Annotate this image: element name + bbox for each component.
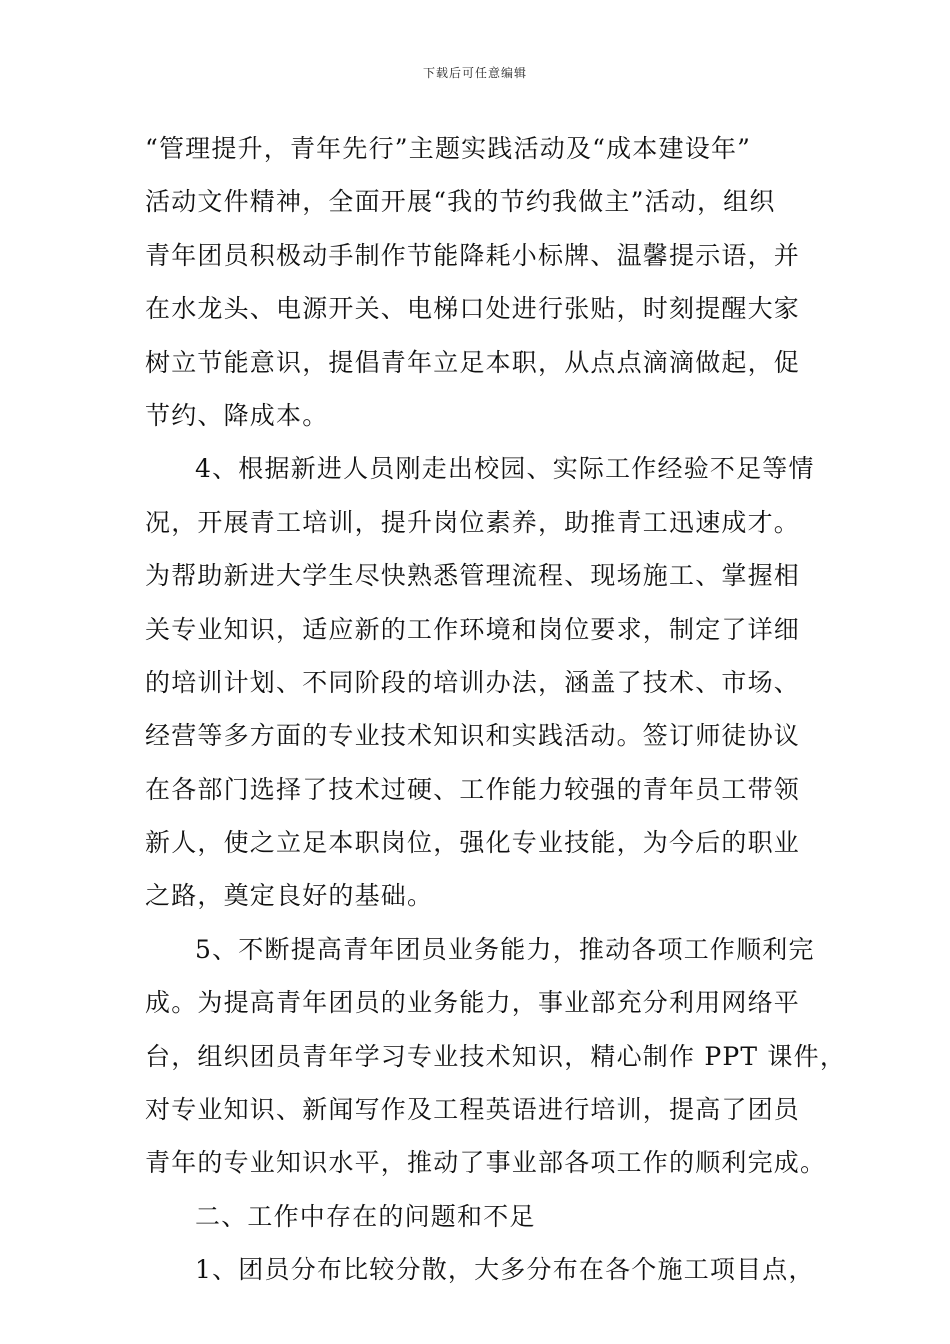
text-line: 为帮助新进大学生尽快熟悉管理流程、现场施工、掌握相 [145, 561, 801, 591]
text-line: 活动文件精神，全面开展“我的节约我做主”活动，组织 [145, 187, 776, 217]
text-line: 在各部门选择了技术过硬、工作能力较强的青年员工带领 [145, 774, 801, 804]
text-line: “管理提升，青年先行”主题实践活动及“成本建设年” [145, 134, 752, 163]
text-line: 经营等多方面的专业技术知识和实践活动。签订师徒协议 [145, 721, 801, 751]
text-line: 4、根据新进人员刚走出校园、实际工作经验不足等情 [195, 454, 815, 484]
text-line: 对专业知识、新闻写作及工程英语进行培训，提高了团员 [145, 1095, 801, 1125]
text-line: 5、不断提高青年团员业务能力，推动各项工作顺利完 [195, 934, 815, 964]
text-line: 二、工作中存在的问题和不足 [195, 1201, 536, 1231]
header-note: 下载后可任意编辑 [422, 66, 527, 80]
text-line: 况，开展青工培训，提升岗位素养，助推青工迅速成才。 [145, 507, 801, 537]
text-line: 青年的专业知识水平，推动了事业部各项工作的顺利完成。 [145, 1148, 827, 1178]
text-line: 在水龙头、电源开关、电梯口处进行张贴，时刻提醒大家 [145, 294, 801, 324]
text-line: 1、团员分布比较分散，大多分布在各个施工项目点， [195, 1255, 815, 1285]
text-line: 的培训计划、不同阶段的培训办法，涵盖了技术、市场、 [145, 667, 801, 697]
text-line: 台，组织团员青年学习专业技术知识，精心制作 PPT 课件， [145, 1041, 847, 1071]
text-line: 之路，奠定良好的基础。 [145, 881, 434, 911]
text-line: 青年团员积极动手制作节能降耗小标牌、温馨提示语，并 [145, 240, 801, 270]
text-line: 新人，使之立足本职岗位，强化专业技能，为今后的职业 [145, 828, 801, 858]
text-line: 关专业知识，适应新的工作环境和岗位要求，制定了详细 [145, 614, 801, 644]
body-text [145, 122, 847, 1297]
text-line: 成。为提高青年团员的业务能力，事业部充分利用网络平 [145, 988, 801, 1018]
text-line: 树立节能意识，提倡青年立足本职，从点点滴滴做起，促 [145, 347, 801, 377]
text-line: 节约、降成本。 [145, 400, 329, 430]
